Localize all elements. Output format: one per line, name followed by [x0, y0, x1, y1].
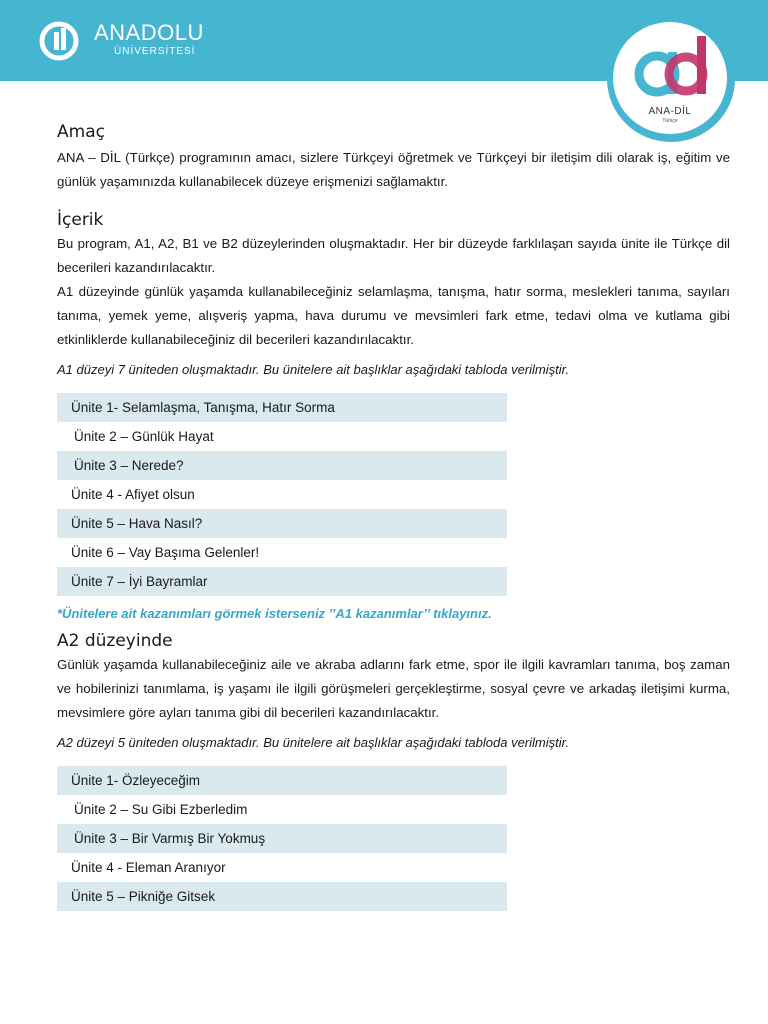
brand-subtitle: ÜNİVERSİTESİ	[114, 46, 196, 57]
table-row	[57, 853, 507, 882]
badge-language: Türkçe	[662, 118, 678, 124]
amac-paragraph: ANA – DİL (Türkçe) programının amacı, sizlere Türkçeyi öğretmek ve Türkçeyi bir iletişim dili olarak iş, eğitim ve günlük yaşamınızda kullanabilecek düzeye erişmenizi sağlamaktır.	[57, 150, 730, 189]
anadolu-logo[interactable]	[38, 20, 204, 62]
table-row	[57, 393, 507, 422]
table-row	[57, 451, 507, 480]
unit-cell: Ünite 4 - Afiyet olsun	[57, 480, 507, 509]
table-row	[57, 538, 507, 567]
unit-cell: Ünite 3 – Bir Varmış Bir Yokmuş	[57, 824, 507, 853]
table-row	[57, 422, 507, 451]
section-title-icerik: İçerik	[57, 210, 104, 230]
section-title-amac: Amaç	[57, 122, 105, 142]
table-row	[57, 480, 507, 509]
anadolu-emblem-icon	[38, 20, 90, 62]
table-row	[57, 824, 507, 853]
unit-cell: Ünite 5 – Pikniğe Gitsek	[57, 882, 507, 911]
table-row	[57, 766, 507, 795]
icerik-paragraph-2: A1 düzeyinde günlük yaşamda kullanabileceğiniz selamlaşma, tanışma, hatır sorma, meslekleri tanıma, sayıları tanıma, yemek yeme, alışveriş yapma, hava durumu ve mevsimleri fark etme, tedavi olma ve kutlama gibi etkinliklerde kullanabileceğiniz dil becerileri kazandırılacaktır.	[57, 284, 730, 347]
table-row	[57, 509, 507, 538]
section-title-a2: A2 düzeyinde	[57, 631, 173, 651]
table-row	[57, 795, 507, 824]
unit-cell: Ünite 7 – İyi Bayramlar	[57, 567, 507, 596]
table-row	[57, 882, 507, 911]
a2-note: A2 düzeyi 5 üniteden oluşmaktadır. Bu ünitelere ait başlıklar aşağıdaki tabloda verilmiştir.	[57, 735, 570, 750]
unit-cell: Ünite 3 – Nerede?	[57, 451, 507, 480]
a1-units-table	[57, 393, 507, 596]
unit-cell: Ünite 1- Selamlaşma, Tanışma, Hatır Sorma	[57, 393, 507, 422]
a2-units-table	[57, 766, 507, 911]
unit-cell: Ünite 2 – Su Gibi Ezberledim	[57, 795, 507, 824]
unit-cell: Ünite 1- Özleyeceğim	[57, 766, 507, 795]
main-content	[57, 122, 730, 911]
badge-name: ANA-DİL	[648, 106, 692, 117]
unit-cell: Ünite 6 – Vay Başıma Gelenler!	[57, 538, 507, 567]
a1-kazanimlar-link[interactable]: *Ünitelere ait kazanımları görmek isterseniz ’’A1 kazanımlar’’ tıklayınız.	[57, 606, 492, 621]
brand-name: ANADOLU	[94, 20, 204, 45]
a1-note: A1 düzeyi 7 üniteden oluşmaktadır. Bu ünitelere ait başlıklar aşağıdaki tabloda verilmiştir.	[57, 362, 570, 377]
unit-cell: Ünite 4 - Eleman Aranıyor	[57, 853, 507, 882]
a2-paragraph: Günlük yaşamda kullanabileceğiniz aile ve akraba adlarını fark etme, spor ile ilgili kavramları tanıma, boş zaman ve hobilerinizi tanımlama, iş yaşamı ile ilgili görüşmeleri gerçekleştirme, sosyal çevre ve arkadaş iletişimi kurma, mevsimlere göre ayları tanıma gibi dil becerileri kazandırılacaktır.	[57, 657, 730, 720]
unit-cell: Ünite 5 – Hava Nasıl?	[57, 509, 507, 538]
icerik-paragraph-1: Bu program, A1, A2, B1 ve B2 düzeylerinden oluşmaktadır. Her bir düzeyde farklılaşan sayıda ünite ile Türkçe dil becerileri kazandırılacaktır.	[57, 236, 730, 275]
table-row	[57, 567, 507, 596]
unit-cell: Ünite 2 – Günlük Hayat	[57, 422, 507, 451]
